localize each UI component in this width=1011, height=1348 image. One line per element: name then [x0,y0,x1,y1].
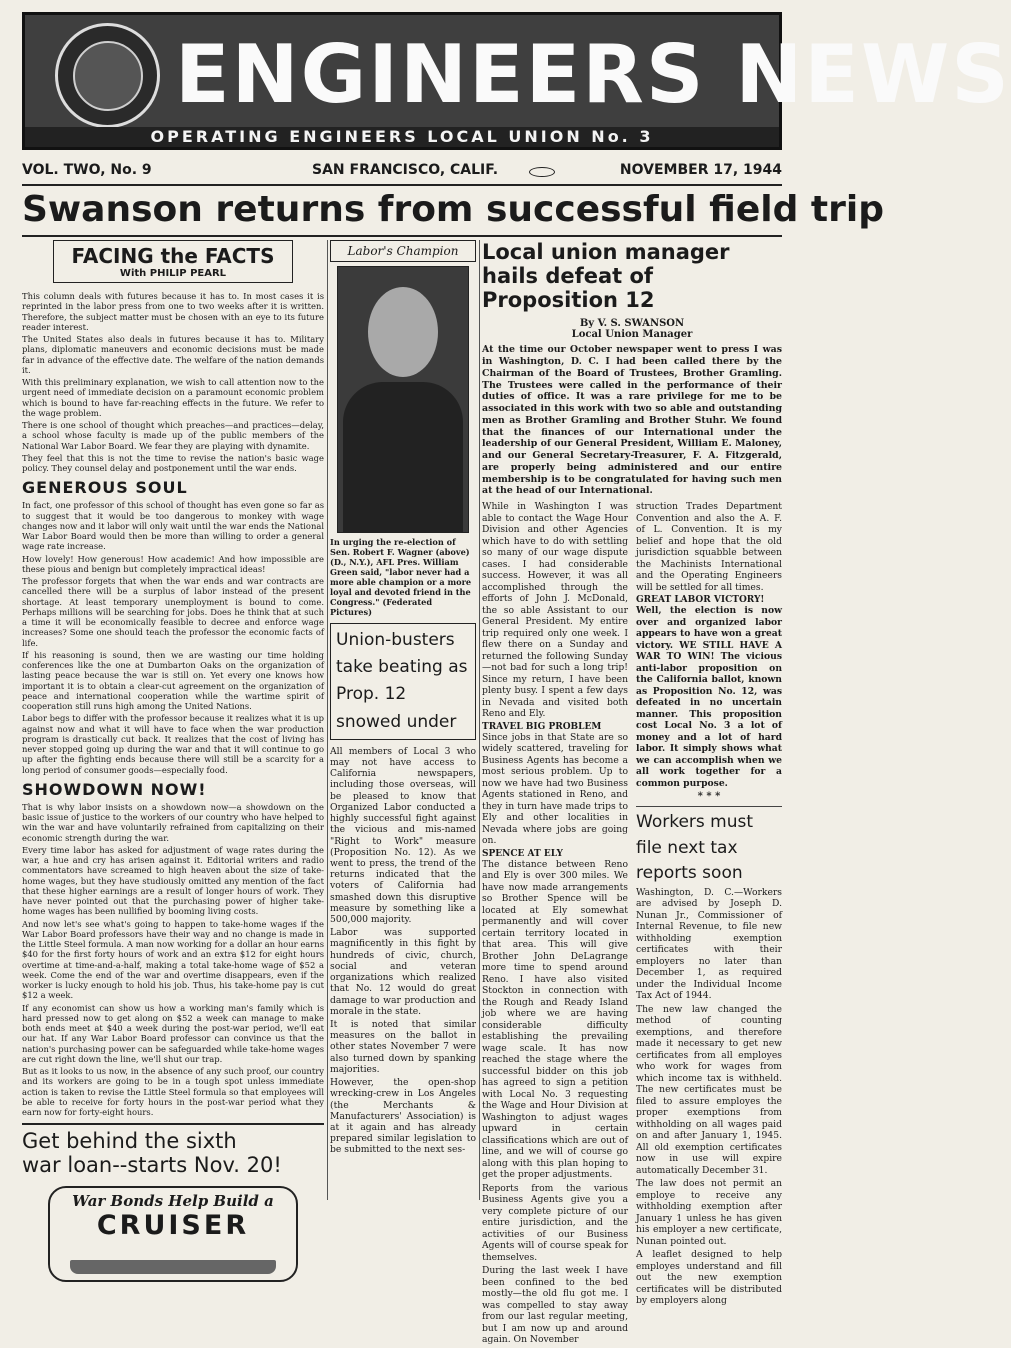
paragraph: A leaflet designed to help employes understand and fill out the new exemption certificates will be distributed by employers along [636,1249,782,1307]
paragraph: And now let's see what's going to happen to take-home wages if the War Labor Board professors have their way and no change is made in the Little Steel formula. A man now working for a dollar an hour earns $40 for the first forty hours of work and an extra $12 for eight hours overtime at time-and-a-half, making a total take-home wage of $52 a week. Come the end of the war and overtime disappears, even if the worker is lucky enough to hold his job. Thus, his take-home pay is cut $12 a week. [22,918,324,1001]
paragraph: Washington, D. C.—Workers are advised by Joseph D. Nunan Jr., Commissioner of Internal Revenue, to file new withholding exemption certificates with their employers no later than December 1, as required under the Individual Income Tax Act of 1944. [636,886,782,1002]
paragraph: Every time labor has asked for adjustment of wage rates during the war, a hue and cry has arisen against it. Editorial writers and radio commentators have screamed to high heaven about the size of take-home wages, but they have studiously omitted any mention of the fact that these higher earnings are a result of longer hours of work. They have never pointed out that the purchasing power of higher take-home wages has been nullified by booming living costs. [22,844,324,917]
article-headline: Union-busters take beating as Prop. 12 snowed under [336,630,468,732]
separator-stars: * * * [697,791,721,803]
war-loan-line1: Get behind the sixth [22,1129,237,1154]
paragraph: They feel that this is not the time to revise the nation's basic wage policy. They counsel delay and postponement until the war ends. [22,452,324,473]
cruiser-icon [70,1260,276,1274]
column-rule [327,240,328,1200]
portrait-head [368,287,438,377]
paragraph: That is why labor insists on a showdown now—a showdown on the basic issue of justice to the workers of our country who have helped to win the war and have voluntarily refrained from capitalizing on their economic strength during the war. [22,801,324,843]
union-busters-headline-box [330,623,476,740]
paragraph: However, the open-shop wrecking-crew in Los Angeles (the Merchants & Manufacturers' Association) is at it again and has already prepared similar legislation to be submitted to the next ses- [330,1077,476,1156]
ornament-icon [529,167,555,177]
subheading: TRAVEL BIG PROBLEM [482,721,602,732]
column-right [482,240,782,1346]
subcolumn-left [482,501,628,1348]
paragraph: How lovely! How generous! How academic! And how impossible are these pious and benign but completely impractical ideas! [22,553,324,574]
paragraph: The United States also deals in futures because it has to. Military plans, diplomatic maneuvers and economic decisions must be made far in advance of the effective date. The welfare of the nation demands it. [22,334,324,375]
paragraph: If any economist can show us how a working man's family which is hard pressed now to get along on $52 a week can manage to make both ends meet at $40 a week during the post-war period, we'll eat our hat. If any War Labor Board professor can convince us that the nation's purchasing power can be safeguarded while take-home wages are cut right down the line, we'll shut our trap. [22,1002,324,1064]
section-heading: SHOWDOWN NOW! [22,779,207,799]
paragraph: There is one school of thought which preaches—and practices—delay, a school whose faculty is made up of the public members of the National War Labor Board. We fear they are playing with dynamite. [22,420,324,451]
issue-date: NOVEMBER 17, 1944 [619,162,782,178]
article-headline: Local union manager hails defeat of Proposition 12 [482,240,730,313]
paragraph: During the last week I have been confined to the bed mostly—the old flu got me. I was compelled to stay away from our last regular meeting, but I am now up and around again. On November [482,1265,628,1346]
paragraph: Well, the election is now over and organized labor appears to have won a great victory. WE STILL HAVE A WAR TO WIN! The vicious anti-labor proposition on the California ballot, known as Proposition No. 12, was defeated in no uncertain manner. This proposition cost Local No. 3 a lot of money and a lot of hard labor. It simply shows what we can accomplish when we all work together for a common purpose. [636,605,782,789]
article-headline: Workers must file next tax reports soon [636,806,782,887]
photo-caption: In urging the re-election of Sen. Robert F. Wagner (above) (D., N.Y.), AFL Pres. William Green said, "labor never had a more able champion or a more loyal and devoted friend in the Congress." (Federated Pictures) [330,537,472,617]
paragraph: This column deals with futures because it has to. In most cases it is reprinted in the labor press from one to two weeks after it is written. Therefore, the subject matter must be chosen with an eye to its future reader interest. [22,291,324,332]
two-column-section [482,501,782,1348]
masthead-title: ENGINEERS NEWS [175,28,1011,121]
paragraph: While in Washington I was able to contact the Wage Hour Division and other Agencies which have to do with settling so many of our wage dispute cases. I had considerable success. However, it was all accomplished through the efforts of John J. McDonald, the so able Assistant to our General President. My entire trip required only one week. I flew there on a Sunday and returned the following Sunday—not bad for such a long trip! Since my return, I have been plenty busy. I spent a few days in Nevada and visited both Reno and Ely. [482,501,628,720]
subheading: GREAT LABOR VICTORY! [636,595,765,606]
portrait-suit [343,382,463,532]
byline: By V. S. SWANSON [579,318,685,330]
seal-inner [73,41,143,111]
volume-number: VOL. TWO, No. 9 [22,162,152,178]
paragraph: It is noted that similar measures on the ballot in other states November 7 were also turned down by spanking majorities. [330,1019,476,1075]
paragraph: All members of Local 3 who may not have access to California newspapers, including those overseas, will be pleased to know that Organized Labor conducted a highly successful fight against the vicious and mis-named "Right to Work" measure (Proposition No. 12). As we went to press, the trend of the returns indicated that the voters of California had smashed down this disruptive measure by something like a 500,000 majority. [330,745,476,926]
masthead-subtitle: OPERATING ENGINEERS LOCAL UNION No. 3 [25,127,779,147]
paragraph: struction Trades Department Convention and also the A. F. of L. Convention. It is my belief and hope that the old jurisdiction squabble between the Machinists International and the Operating Engineers will be settled for all times. [636,501,782,593]
union-seal-icon [55,23,160,128]
column-left [22,240,325,1241]
lead-paragraph: At the time our October newspaper went to press I was in Washington, D. C. I had been called there by the Chairman of the Board of Trustees, Brother Gramling. The Trustees were called in the performance of their duties of office. It was a rare privilege for me to be associated in this work with two so able and outstanding men as Brother Gramling and Brother Stuhr. We found that the finances of our International under the leadership of our General President, William E. Maloney, and our General Secretary-Treasurer, F. A. Fitzgerald, are properly being administered and our entire membership is to be congratulated for having such men at the head of our International. [482,344,782,497]
location: SAN FRANCISCO, CALIF. [312,162,499,178]
war-loan-line2: war loan--starts Nov. 20! [22,1153,282,1178]
section-heading: GENEROUS SOUL [22,478,188,498]
paragraph: But as it looks to us now, in the absence of any such proof, our country and its workers are going to be in a tough spot unless immediate action is taken to revise the Little Steel formula so that employees will be able to receive for forty hours in the post-war period what they earn now for forty-eight hours. [22,1066,324,1117]
column-title: FACING the FACTS [71,244,275,268]
poster-line2: CRUISER [96,1209,250,1241]
poster-line1: War Bonds Help Build a [72,1191,274,1210]
paragraph: The distance between Reno and Ely is over 300 miles. We have now made arrangements so Brother Spence will be located at Ely somewhat permanently and will cover certain territory located in that area. This will give Brother John DeLagrange more time to spend around Reno. I have also visited Stockton in connection with the Rough and Ready Island job where we are having considerable difficulty establishing the prevailing wage scale. It has now reached the stage where the successful bidder on this job has agreed to sign a petition with Local No. 3 requesting the Wage and Hour Division at Washington to adjust wages upward in certain classifications which are out of line, and we will of course go along with this plan hoping to get the proper adjustments. [482,858,628,1181]
masthead [22,12,1011,150]
byline-title: Local Union Manager [571,329,693,341]
paragraph: The new law changed the method of counting exemptions, and therefore made it necessary to get new certificates from all employes who work for wages from which income tax is withheld. The new certificates must be filed to assure employes the proper exemptions from withholding on all wages paid on and after January 1, 1945. All old exemption certificates now in use will expire automatically December 31. [636,1003,782,1176]
facing-facts-box [53,240,293,283]
paragraph: If his reasoning is sound, then we are wasting our time holding conferences like the one at Dumbarton Oaks on the organization of lasting peace because the war is still on. Yet every one knows how important it is to obtain a clear-cut agreement on the organization of peace and international cooperation while the wartime spirit of cooperation still runs high among the United Nations. [22,649,324,711]
paragraph: Labor was supported magnificently in this fight by hundreds of civic, church, social and veteran organizations which realized that No. 12 would do great damage to war production and morale in the state. [330,927,476,1017]
paragraph: With this preliminary explanation, we wish to call attention now to the urgent need of immediate decision on a paramount economic problem which is bound to have far-reaching effects in the future. We refer to the wage problem. [22,377,324,418]
issue-info-line [22,158,782,186]
war-loan-ad [22,1123,324,1281]
paragraph: The law does not permit an employe to receive any withholding exemption after January 1 unless he has given his employer a new certificate, Nunan pointed out. [636,1178,782,1247]
paragraph: In fact, one professor of this school of thought has even gone so far as to suggest that it would be too dangerous to monkey with wage changes now and it labor will only wait until the war ends the National War Labor Board would then be more than willing to order a general wage rate increase. [22,500,325,552]
subheading: SPENCE AT ELY [482,848,563,859]
champion-label: Labor's Champion [330,240,476,262]
paragraph: Reports from the various Business Agents give you a very complete picture of our entire jurisdiction, and the activities of our Business Agents will of course speak for themselves. [482,1182,628,1263]
subcolumn-right [636,501,782,1348]
paragraph: Since jobs in that State are so widely scattered, traveling for Business Agents has become a most serious problem. Up to now we have had two Business Agents stationed in Reno, and they in turn have made trips to Ely and other localities in Nevada where jobs are going on. [482,731,628,847]
wagner-photo [337,266,469,533]
main-headline: Swanson returns from successful field trip [22,188,782,237]
war-bonds-poster [48,1186,298,1282]
column-rule [479,240,480,1200]
paragraph: The professor forgets that when the war ends and war contracts are cancelled there will be a surplus of labor instead of the present shortage. At least temporary unemployment is bound to come. Perhaps millions will be searching for jobs. Does he think that at such a time it will be economically feasible to decree and enforce wage increases? Some one should teach the professor the economic facts of life. [22,576,324,648]
paragraph: Labor begs to differ with the professor because it realizes what it is up against now and what it will have to face when the war production program is drastically cut back. It realizes that the cost of living has never stopped going up during the war and that it will continue to go up after the fighting ends because there will still be a scarcity for a long period of consumer goods—especially food. [22,713,324,775]
column-middle [330,240,476,1200]
column-byline: With PHILIP PEARL [119,268,227,279]
